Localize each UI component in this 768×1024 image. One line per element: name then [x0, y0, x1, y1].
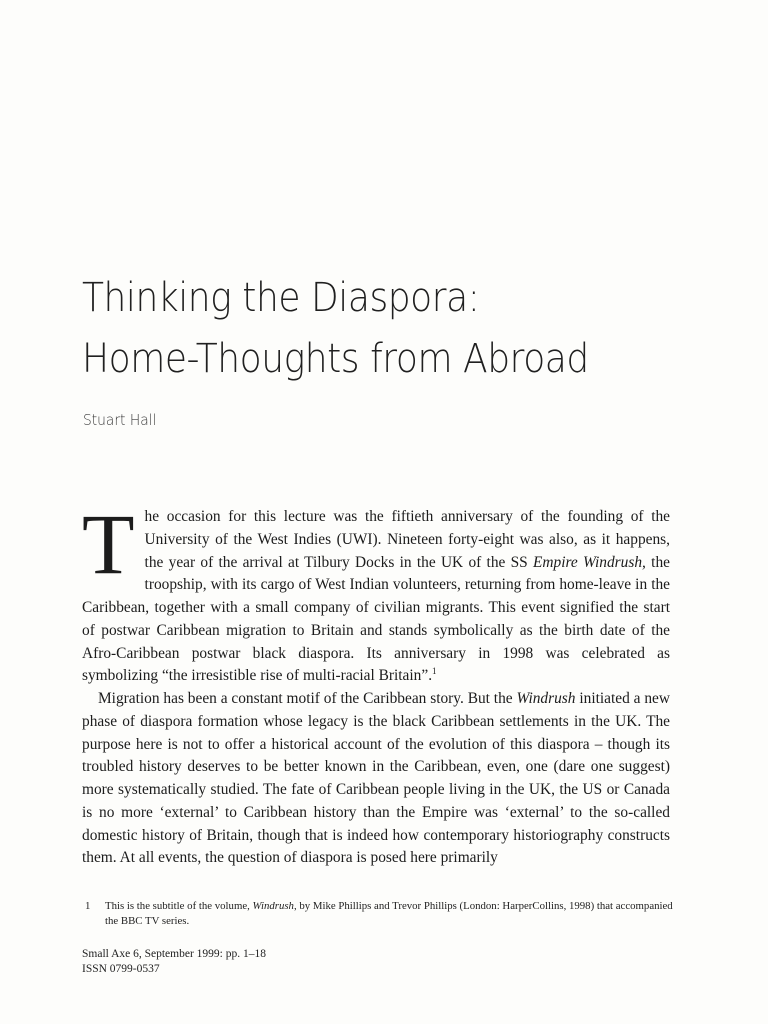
dropcap: T [82, 496, 135, 592]
paragraph-1 [82, 496, 670, 688]
footnote-reference[interactable]: 1 [432, 666, 437, 677]
ship-name: Empire Windrush, [533, 553, 646, 571]
article-body [82, 496, 670, 870]
p2-italic: Windrush [516, 690, 576, 707]
issn: ISSN 0799-0537 [82, 962, 160, 975]
author-name: Stuart Hall [83, 411, 157, 429]
article-title [82, 268, 589, 390]
footnote-italic: Windrush [252, 900, 294, 912]
line-3-trail: the [645, 553, 670, 571]
paragraph-2 [82, 688, 670, 870]
line-4: troopship, with its cargo of West Indian volunteers, returning from home-leave in the [144, 576, 670, 594]
line-6: of postwar Caribbean migration to Britain and stands symbolically as the birth date of the [82, 621, 670, 639]
line-7: Afro-Caribbean postwar black diaspora. Its anniversary in 1998 was celebrated as [82, 644, 670, 662]
line-8-text: symbolizing “the irresistible rise of multi-racial Britain”. [82, 667, 433, 685]
title-line-1: Thinking the Diaspora: [82, 275, 480, 321]
footnote-text-after: , by Mike Phillips and Trevor Phillips (London: HarperCollins, 1998) that accompanied the BBC TV series. [105, 900, 673, 927]
line-3 [82, 552, 670, 575]
footnote-text-before: This is the subtitle of the volume, [105, 900, 253, 912]
footnote-text [105, 899, 685, 929]
p2-start: Migration has been a constant motif of the Caribbean story. But the [98, 690, 517, 707]
journal-citation: Small Axe 6, September 1999: pp. 1–18 [82, 948, 266, 960]
citation-block [82, 947, 266, 976]
line-1: he occasion for this lecture was the fiftieth anniversary of the founding of the [144, 508, 670, 525]
line-3-text: the year of the arrival at Tilbury Docks in the UK of the SS [144, 553, 534, 571]
line-2: University of the West Indies (UWI). Nineteen forty-eight was also, as it happens, [144, 530, 670, 548]
line-5: Caribbean, together with a small company of civilian migrants. This event signified the start [82, 599, 670, 616]
footnote [85, 899, 685, 929]
title-line-2: Home-Thoughts from Abroad [82, 336, 589, 382]
p2-rest: initiated a new phase of diaspora formation whose legacy is the black Caribbean settlements in the UK. The purpose here is not to offer a historical account of the evolution of this diaspora – though its troubled history deserves to be better known in the Caribbean, even, one (dare one suggest) more systematically studied. The fate of Caribbean people living in the UK, the US or Canada is no more ‘external’ to Caribbean history than the Empire was ‘external’ to the so-called domestic history of Britain, though that is indeed how contemporary historiography constructs them. At all events, the question of diaspora is posed here primarily [82, 690, 670, 867]
footnote-number: 1 [85, 900, 91, 912]
line-8 [82, 665, 670, 688]
